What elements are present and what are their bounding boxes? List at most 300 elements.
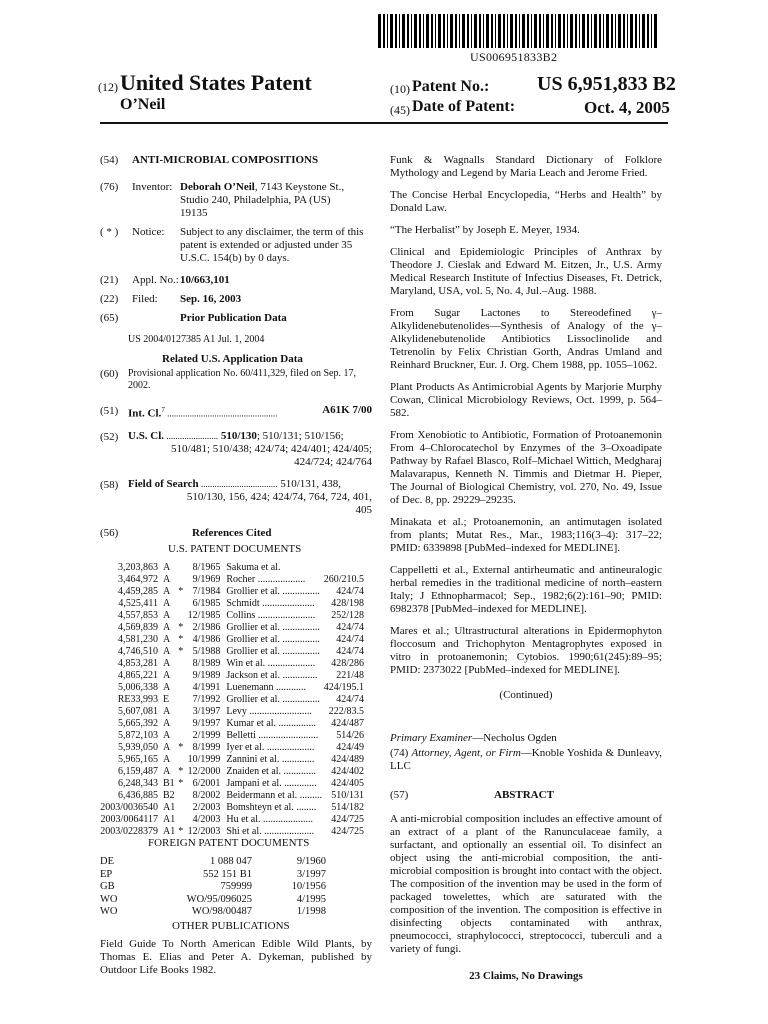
inventor-name: Deborah O’Neil xyxy=(180,181,255,193)
barcode-bar xyxy=(498,14,501,48)
field-58-code: (58) xyxy=(100,479,119,491)
foreign-date: 9/1960 xyxy=(296,856,326,867)
field-of-search-block xyxy=(128,478,372,517)
us-reference-row xyxy=(92,754,364,766)
us-reference-row xyxy=(92,634,364,646)
reference-kind: A xyxy=(162,574,171,585)
reference-number: 4,525,411 xyxy=(118,598,158,609)
foreign-number: WO/95/096025 xyxy=(186,893,252,905)
reference-name: Grollier et al. ............... xyxy=(226,646,320,657)
inventor-label: Inventor: xyxy=(132,181,173,193)
foreign-country: WO xyxy=(100,906,118,917)
reference-star xyxy=(177,670,184,682)
reference-name: Bomshteyn et al. ........ xyxy=(226,802,317,813)
reference-class: 424/489 xyxy=(331,754,364,765)
barcode-bar xyxy=(534,14,537,48)
barcode-bar xyxy=(471,14,472,48)
reference-star: * xyxy=(178,586,184,597)
reference-kind: A xyxy=(162,766,171,777)
inventor-surname: O’Neil xyxy=(120,96,166,113)
barcode-bar xyxy=(543,14,544,48)
field-52-code: (52) xyxy=(100,431,119,443)
notice-text xyxy=(180,226,370,265)
us-reference-row xyxy=(92,802,364,814)
reference-date: 8/1965 xyxy=(192,562,221,573)
reference-class: 260/210.5 xyxy=(323,574,364,585)
publication-entry: The Concise Herbal Encyclopedia, “Herbs and Health” by Donald Law. xyxy=(390,189,662,214)
patent-title: ANTI-MICROBIAL COMPOSITIONS xyxy=(132,154,319,166)
barcode-bar xyxy=(474,14,477,48)
barcode-bar xyxy=(615,14,616,48)
reference-star: * xyxy=(178,766,184,777)
reference-star xyxy=(177,658,184,670)
int-cl-superscript: 7 xyxy=(161,406,165,414)
publication-number: US006951833B2 xyxy=(470,50,558,64)
patent-number: US 6,951,833 B2 xyxy=(537,73,676,95)
reference-number: 4,581,230 xyxy=(117,634,158,645)
us-reference-row xyxy=(92,562,364,574)
barcode-bar xyxy=(438,14,441,48)
reference-class: 424/74 xyxy=(336,646,364,657)
reference-class: 424/74 xyxy=(336,634,364,645)
inventor-address-1: , 7143 Keystone St., xyxy=(254,181,345,193)
prior-publication: US 2004/0127385 A1 Jul. 1, 2004 xyxy=(128,334,265,345)
foreign-number: 552 151 B1 xyxy=(202,868,252,880)
us-reference-row xyxy=(92,610,364,622)
reference-kind: A xyxy=(162,622,171,633)
reference-class xyxy=(324,562,364,574)
foreign-reference-row xyxy=(100,906,326,919)
barcode-bar xyxy=(642,14,645,48)
field-60-code: (60) xyxy=(100,368,119,380)
publication-entry: Mares et al.; Ultrastructural alterations in Epidermophyton floccosum and Trichophyton Mentagrophytes exposed in vitro in protoanemonin; Cytobios. 1990;61(245):89–95; PMID: 2373022 [PubMed–indexed for MEDLINE]. xyxy=(390,625,662,676)
reference-number: 3,203,863 xyxy=(117,562,158,573)
barcode-bar xyxy=(507,14,508,48)
reference-star: * xyxy=(178,634,184,645)
us-reference-row xyxy=(92,646,364,658)
barcode-bar xyxy=(531,14,532,48)
reference-star: * xyxy=(178,646,184,657)
reference-class: 424/49 xyxy=(336,742,364,753)
int-cl-line xyxy=(128,404,277,421)
primary-examiner-label: Primary Examiner xyxy=(390,732,473,744)
reference-date: 6/2001 xyxy=(192,778,221,789)
us-reference-row xyxy=(92,694,364,706)
publication-entry: Plant Products As Antimicrobial Agents by Marjorie Murphy Cowan, Clinical Microbiology Reviews, Oct. 1999, p. 564–582. xyxy=(390,381,662,419)
us-reference-row xyxy=(92,706,364,718)
reference-kind: A xyxy=(162,670,171,681)
barcode-bar xyxy=(639,14,640,48)
barcode-bar xyxy=(462,14,465,48)
reference-name: Jampani et al. ............. xyxy=(226,778,317,789)
barcode-bar xyxy=(651,14,652,48)
reference-class: 424/195.1 xyxy=(323,682,364,693)
reference-date: 12/1985 xyxy=(187,610,221,621)
field-21-code: (21) xyxy=(100,274,119,286)
barcode-bar xyxy=(387,14,388,48)
reference-name: Hu et al. .................... xyxy=(226,814,313,825)
reference-star: * xyxy=(178,778,184,789)
barcode-bar xyxy=(426,14,429,48)
barcode-bar xyxy=(606,14,609,48)
reference-date: 7/1992 xyxy=(192,694,221,705)
attorney-label: Attorney, Agent, or Firm xyxy=(411,747,521,759)
us-reference-row xyxy=(92,574,364,586)
foreign-country: WO xyxy=(100,893,118,905)
reference-star xyxy=(177,802,184,814)
reference-date: 9/1997 xyxy=(192,718,221,729)
reference-star: * xyxy=(178,742,184,753)
barcode-bar xyxy=(635,14,637,48)
field-54-code: (54) xyxy=(100,154,119,166)
other-pub-line-2: Thomas E. Elias and Peter A. Dykeman, published by xyxy=(100,951,372,963)
barcode-bar xyxy=(411,14,412,48)
reference-number: 3,464,972 xyxy=(117,574,158,585)
us-reference-row xyxy=(92,790,364,802)
reference-name: Jackson et al. .............. xyxy=(226,670,318,681)
reference-kind: A xyxy=(162,634,171,645)
notice-label: Notice: xyxy=(132,226,165,238)
reference-class: 424/487 xyxy=(331,718,364,729)
header-rule xyxy=(100,122,668,124)
field-of-search-line-2: 510/130, 156, 424; 424/74, 764, 724, 401, xyxy=(186,491,372,503)
barcode-bar xyxy=(395,14,397,48)
foreign-reference-row xyxy=(100,894,326,907)
publication-entry: “The Herbalist” by Joseph E. Meyer, 1934. xyxy=(390,224,580,236)
appl-no-label: Appl. No.: xyxy=(132,274,179,286)
reference-kind: A1 xyxy=(162,814,176,825)
reference-name: Iyer et al. ................... xyxy=(226,742,315,753)
reference-kind: A xyxy=(162,562,171,573)
foreign-country: EP xyxy=(100,868,113,880)
reference-name: Rocher ................... xyxy=(226,574,306,585)
barcode-bar xyxy=(383,14,385,48)
reference-number: 5,872,103 xyxy=(117,730,158,741)
barcode-bar xyxy=(522,14,525,48)
reference-kind: A xyxy=(162,706,171,717)
reference-date: 8/1989 xyxy=(192,658,221,669)
reference-star xyxy=(177,814,184,826)
reference-date: 2/2003 xyxy=(192,802,221,813)
abstract-header xyxy=(390,789,662,805)
patent-no-label: Patent No.: xyxy=(412,78,490,95)
reference-number: 4,853,281 xyxy=(117,658,158,669)
provisional-line-2: 2002. xyxy=(128,380,151,391)
reference-name: Belletti ........................ xyxy=(226,730,319,741)
reference-name: Collins ....................... xyxy=(226,610,316,621)
publication-entry: From Sugar Lactones to Stereodefined γ–Alkylidenebutenolides—Synthesis of Analogy of the γ–Alkylidenebutenolide Antibiotics Lissoclinolide and Tetrenolin by Felix Christian Gorth, Andras Umland and Reinhard Bruckner, Eur. J. Org. Chem 1988, pp. 1055–1062. xyxy=(390,307,662,371)
reference-date: 12/2000 xyxy=(187,766,221,777)
us-cl-line-2: 510/481; 510/438; 424/74; 424/401; 424/405; xyxy=(170,443,372,455)
reference-date: 4/1986 xyxy=(192,634,221,645)
publication-entry: Cappelletti et al., External antirheumatic and antineuralogic herbal remedies in the traditional medicine of north–eastern Italy; J Ethnopharmacol; Sep., 1982;6(2):161–90; PMID: 6982378 [PubMed–indexed for MEDLINE]. xyxy=(390,564,662,615)
reference-number: 5,006,338 xyxy=(117,682,158,693)
us-reference-row xyxy=(92,598,364,610)
barcode-bar xyxy=(467,14,469,48)
abstract-text: A anti-microbial composition includes an effective amount of an extract of a plant of the Ranunculaceae family, a surfactant, and optionally an essential oil. To disinfect an object using the anti-microbial composition, the anti-microbial composition is brought into contact with the object. The composition of the invention may be used in the form of packaged towelettes, which are saturated with the composition of the invention. The composition is effective in disinfecting objects contaminated with anthrax, pneumococci, straphylococci, streptococci, tuberculi and a variety of fungi. xyxy=(390,813,662,955)
barcode-bar xyxy=(435,14,436,48)
reference-kind: A xyxy=(162,646,171,657)
reference-kind: A xyxy=(162,682,171,693)
barcode-bar xyxy=(630,14,633,48)
foreign-country: DE xyxy=(100,856,114,867)
barcode-bar xyxy=(447,14,448,48)
provisional-line-1: Provisional application No. 60/411,329, filed on Sep. 17, xyxy=(128,368,356,379)
reference-kind: A xyxy=(162,586,171,597)
barcode-bar xyxy=(443,14,445,48)
other-publication-field-guide xyxy=(100,938,372,977)
reference-number: 4,459,285 xyxy=(117,586,158,597)
reference-date: 8/1999 xyxy=(192,742,221,753)
filed-date: Sep. 16, 2003 xyxy=(180,293,242,305)
reference-number: 2003/0228379 xyxy=(100,826,158,837)
barcode-bar xyxy=(551,14,553,48)
us-reference-row xyxy=(92,718,364,730)
barcode-bar xyxy=(570,14,573,48)
reference-number: 4,746,510 xyxy=(117,646,158,657)
barcode-bar xyxy=(510,14,513,48)
reference-star xyxy=(177,754,184,766)
barcode-bar xyxy=(603,14,604,48)
field-57-code: (57) xyxy=(390,789,409,801)
notice-line-3: U.S.C. 154(b) by 0 days. xyxy=(180,252,290,264)
reference-date: 10/1999 xyxy=(187,754,221,765)
foreign-reference-row xyxy=(100,881,326,894)
barcode-bar xyxy=(599,14,601,48)
notice-code: ( * ) xyxy=(100,226,119,238)
reference-name: Grollier et al. ............... xyxy=(226,634,320,645)
reference-name: Schmidt ..................... xyxy=(226,598,315,609)
reference-class: 428/286 xyxy=(331,658,364,669)
barcode-bar xyxy=(503,14,505,48)
reference-name: Sakuma et al. xyxy=(226,562,281,573)
reference-class: 424/74 xyxy=(336,586,364,597)
reference-name: Grollier et al. ............... xyxy=(226,622,320,633)
barcode-bar xyxy=(647,14,649,48)
code-10: (10) xyxy=(390,82,410,96)
barcode-bar xyxy=(450,14,453,48)
reference-star xyxy=(177,730,184,742)
reference-class: 424/74 xyxy=(336,694,364,705)
barcode-bar xyxy=(519,14,520,48)
reference-star xyxy=(177,706,184,718)
barcode-bar xyxy=(627,14,628,48)
barcode-bar xyxy=(431,14,433,48)
reference-class: 424/74 xyxy=(336,622,364,633)
us-cl-rest-1: ; 510/131; 510/156; xyxy=(256,430,344,442)
reference-date: 8/2002 xyxy=(192,790,221,801)
reference-star xyxy=(177,718,184,730)
primary-examiner-name: —Necholus Ogden xyxy=(472,732,557,744)
barcode-bar xyxy=(515,14,517,48)
barcode-bar xyxy=(587,14,589,48)
reference-class: 424/725 xyxy=(331,826,364,837)
reference-kind: A xyxy=(162,742,171,753)
notice-line-2: patent is extended or adjusted under 35 xyxy=(180,239,353,251)
field-of-search-line-3: 405 xyxy=(355,504,372,516)
reference-star xyxy=(177,790,184,802)
reference-number: 4,865,221 xyxy=(117,670,158,681)
reference-kind: A xyxy=(162,658,171,669)
reference-name: Shi et al. .................... xyxy=(226,826,315,837)
inventor-address-3: 19135 xyxy=(180,207,208,219)
reference-star xyxy=(177,574,184,586)
reference-star xyxy=(177,610,184,622)
other-pub-line-1: Field Guide To North American Edible Wild Plants, by xyxy=(100,938,372,950)
reference-name: Kumar et al. ............... xyxy=(226,718,317,729)
reference-class: 428/198 xyxy=(331,598,364,609)
reference-kind: B1 xyxy=(162,778,175,789)
reference-name: Grollier et al. ............... xyxy=(226,694,320,705)
barcode-bar xyxy=(414,14,417,48)
foreign-number: 759999 xyxy=(220,881,252,892)
barcode-bar xyxy=(419,14,421,48)
reference-class: 252/128 xyxy=(331,610,364,621)
barcode-bar xyxy=(378,14,381,48)
us-patent-documents-heading: U.S. PATENT DOCUMENTS xyxy=(168,543,302,555)
reference-number: 5,939,050 xyxy=(117,742,158,753)
barcode-bar xyxy=(402,14,405,48)
reference-class: 424/402 xyxy=(331,766,364,777)
barcode-bar xyxy=(618,14,621,48)
code-12: (12) xyxy=(98,80,118,94)
us-reference-row xyxy=(92,742,364,754)
inventor-block xyxy=(180,181,370,220)
barcode-bar xyxy=(407,14,409,48)
us-references-table xyxy=(92,562,364,838)
barcode-bar xyxy=(539,14,541,48)
reference-class: 514/26 xyxy=(336,730,364,741)
us-reference-row xyxy=(92,622,364,634)
barcode-bar xyxy=(623,14,625,48)
barcode-graphic xyxy=(378,14,660,48)
reference-number: 6,248,343 xyxy=(117,778,158,789)
field-of-search-line-1: 510/131, 438, xyxy=(280,478,341,490)
reference-kind: A xyxy=(162,598,171,609)
right-column xyxy=(390,154,662,983)
reference-star xyxy=(177,562,184,574)
foreign-references-table xyxy=(100,856,326,919)
reference-date: 9/1969 xyxy=(192,574,221,585)
claims-summary: 23 Claims, No Drawings xyxy=(469,970,583,982)
foreign-date: 1/1998 xyxy=(296,906,326,917)
reference-kind: A1 xyxy=(162,826,176,837)
reference-kind: A xyxy=(162,610,171,621)
reference-kind: B2 xyxy=(162,790,175,801)
int-cl-label: Int. Cl. xyxy=(128,407,162,420)
field-74-code: (74) xyxy=(390,747,409,759)
reference-star xyxy=(177,694,184,706)
reference-kind: A xyxy=(162,730,171,741)
barcode-bar xyxy=(455,14,457,48)
abstract-heading: ABSTRACT xyxy=(494,789,554,801)
publication-entry: Clinical and Epidemiologic Principles of Anthrax by Theodore J. Cieslak and Edward M. Eitzen, Jr., U.S. Army Medical Research Institute of Infectius Diseases, Ft. Detrick, Maryland, USA, vol. 5, No. 4, Jul.–Aug. 1988. xyxy=(390,246,662,297)
us-reference-row xyxy=(92,814,364,826)
filed-label: Filed: xyxy=(132,293,158,305)
foreign-number: 1 088 047 xyxy=(210,856,252,867)
field-56-code: (56) xyxy=(100,527,119,539)
int-cl-value: A61K 7/00 xyxy=(322,404,372,416)
publications-list xyxy=(390,154,662,677)
notice-line-1: Subject to any disclaimer, the term of this xyxy=(180,226,364,238)
us-cl-primary: 510/130 xyxy=(220,430,257,442)
barcode-bar xyxy=(567,14,568,48)
reference-class: 424/405 xyxy=(331,778,364,789)
references-cited-heading: References Cited xyxy=(192,527,272,539)
prior-publication-heading: Prior Publication Data xyxy=(180,312,287,324)
reference-class: 222/83.5 xyxy=(328,706,364,717)
reference-class: 514/182 xyxy=(331,802,364,813)
primary-examiner xyxy=(390,732,662,745)
reference-number: 2003/0064117 xyxy=(100,814,158,825)
field-51-code: (51) xyxy=(100,405,119,417)
barcode-bar xyxy=(555,14,556,48)
foreign-reference-row xyxy=(100,869,326,882)
reference-date: 3/1997 xyxy=(192,706,221,717)
foreign-patent-documents-heading: FOREIGN PATENT DOCUMENTS xyxy=(148,837,310,849)
barcode-bar xyxy=(611,14,613,48)
reference-number: 6,159,487 xyxy=(117,766,158,777)
foreign-date: 3/1997 xyxy=(296,868,326,880)
reference-number: 6,436,885 xyxy=(117,790,158,801)
reference-name: Win et al. ................... xyxy=(226,658,316,669)
barcode-bar xyxy=(479,14,481,48)
barcode-bar xyxy=(582,14,585,48)
attorney-name: —Knoble Yoshida & Dunleavy, LLC xyxy=(390,747,662,772)
barcode-bar xyxy=(399,14,400,48)
reference-name: Znaiden et al. ............. xyxy=(226,766,317,777)
attorney-agent-firm xyxy=(390,747,662,773)
reference-date: 6/1985 xyxy=(192,598,221,609)
barcode-bar xyxy=(483,14,484,48)
reference-class: 510/131 xyxy=(331,790,364,801)
barcode-bar xyxy=(459,14,460,48)
reference-number: RE33,993 xyxy=(117,694,158,705)
reference-kind: A1 xyxy=(162,802,176,813)
field-22-code: (22) xyxy=(100,293,119,305)
document-type: United States Patent xyxy=(120,70,312,95)
barcode xyxy=(378,14,660,48)
foreign-date: 4/1995 xyxy=(296,893,326,905)
reference-date: 5/1988 xyxy=(192,646,221,657)
us-reference-row xyxy=(92,670,364,682)
barcode-bar xyxy=(527,14,529,48)
field-65-code: (65) xyxy=(100,312,119,324)
barcode-bar xyxy=(546,14,549,48)
publication-entry: Minakata et al.; Protoanemonin, an antimutagen isolated from plants; Mutat Res., Mar., 1983;116(3–4): 317–22; PMID: 6339898 [PubMed–indexed for MEDLINE]. xyxy=(390,516,662,554)
reference-number: 2003/0036540 xyxy=(100,802,158,813)
us-reference-row xyxy=(92,586,364,598)
date-of-patent: Oct. 4, 2005 xyxy=(584,98,670,117)
int-cl-leader: ................................................. xyxy=(164,408,278,419)
appl-no: 10/663,101 xyxy=(180,274,230,286)
barcode-bar xyxy=(495,14,496,48)
field-76-code: (76) xyxy=(100,181,119,193)
reference-number: 5,665,392 xyxy=(117,718,158,729)
reference-date: 4/2003 xyxy=(192,814,221,825)
foreign-number: WO/98/00487 xyxy=(191,906,252,917)
barcode-bar xyxy=(563,14,565,48)
barcode-bar xyxy=(579,14,580,48)
continued-note: (Continued) xyxy=(499,689,553,701)
field-of-search-leader: .................................. xyxy=(198,479,278,489)
barcode-bar xyxy=(654,14,657,48)
other-publications-heading: OTHER PUBLICATIONS xyxy=(172,920,290,932)
barcode-bar xyxy=(491,14,493,48)
date-of-patent-label: Date of Patent: xyxy=(412,98,516,115)
reference-kind: A xyxy=(162,754,171,765)
us-cl-leader: ....................... xyxy=(164,431,219,441)
